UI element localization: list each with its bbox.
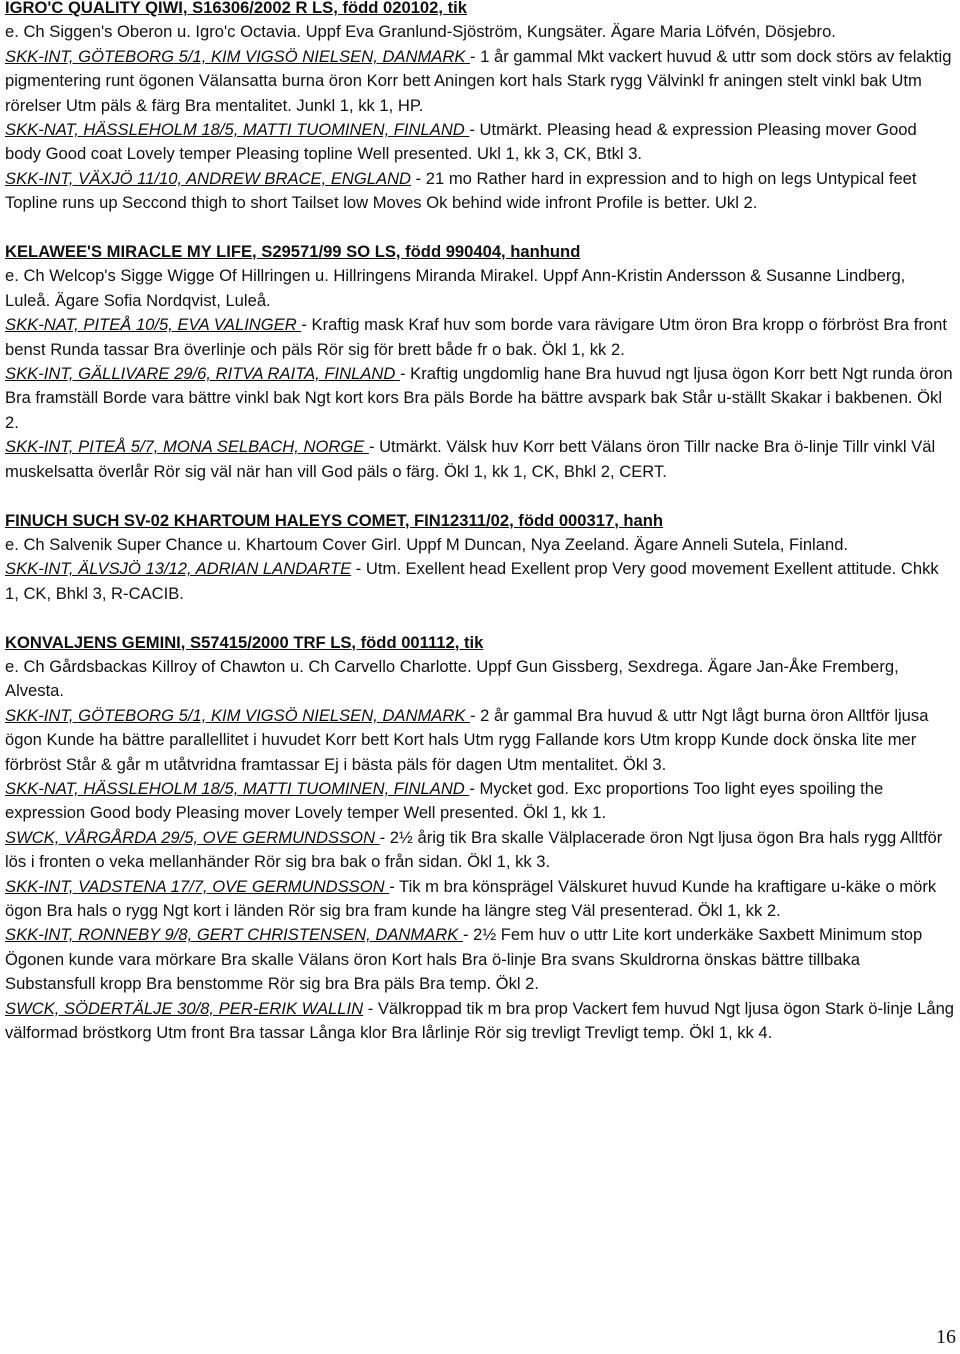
- show-critique: [5, 826, 955, 875]
- dog-entry: [5, 240, 955, 484]
- critique-text: - Mycket god. Exc proportions Too light eyes spoiling the expression Good body Pleasing mover Lovely temper Well presented. Ökl 1, kk 1.: [5, 778, 884, 823]
- show-critique: [5, 777, 955, 826]
- show-name: SKK-INT, RONNEBY 9/8, GERT CHRISTENSEN, DANMARK: [5, 925, 463, 945]
- critique-text: - 2½ årig tik Bra skalle Välplacerade öron Ngt ljusa ögon Bra hals rygg Alltför lös i fronten o veka mellanhänder Rör sig bra bak o från sidan. Ökl 1, kk 3.: [5, 827, 943, 872]
- dog-title: FINUCH SUCH SV-02 KHARTOUM HALEYS COMET, FIN12311/02, född 000317, hanh: [5, 510, 664, 530]
- dog-pedigree-info: e. Ch Siggen's Oberon u. Igro'c Octavia. Uppf Eva Granlund-Sjöström, Kungsäter. Ägare Maria Löfvén, Dösjebro.: [5, 22, 836, 42]
- dog-pedigree-info: e. Ch Salvenik Super Chance u. Khartoum Cover Girl. Uppf M Duncan, Nya Zeeland. Ägare Anneli Sutela, Finland.: [5, 534, 849, 554]
- show-name: SKK-INT, PITEÅ 5/7, MONA SELBACH, NORGE: [5, 437, 369, 457]
- show-name: SKK-NAT, HÄSSLEHOLM 18/5, MATTI TUOMINEN, FINLAND: [5, 120, 470, 140]
- show-name: SKK-INT, GÄLLIVARE 29/6, RITVA RAITA, FINLAND: [5, 364, 400, 384]
- dog-pedigree-info: e. Ch Gårdsbackas Killroy of Chawton u. Ch Carvello Charlotte. Uppf Gun Gissberg, Sexdrega. Ägare Jan-Åke Fremberg, Alvesta.: [5, 656, 899, 701]
- critique-text: - Utmärkt. Pleasing head & expression Pleasing mover Good body Good coat Lovely temper Pleasing topline Well presented. Ukl 1, kk 3, CK, Btkl 3.: [5, 120, 917, 164]
- dog-entry: [5, 0, 955, 216]
- show-critique: [5, 118, 955, 167]
- critique-text: - 21 mo Rather hard in expression and to high on legs Untypical feet Topline runs up Seccond thigh to short Tailset low Moves Ok behind wide infront Profile is better. Ukl 2.: [5, 168, 917, 213]
- show-critique: [5, 45, 955, 118]
- show-critique: [5, 704, 955, 777]
- page-number: 16: [936, 1326, 956, 1348]
- show-name: SKK-INT, ÄLVSJÖ 13/12, ADRIAN LANDARTE: [5, 559, 352, 579]
- dog-title: KELAWEE'S MIRACLE MY LIFE, S29571/99 SO LS, född 990404, hanhund: [5, 242, 581, 262]
- show-name: SKK-NAT, HÄSSLEHOLM 18/5, MATTI TUOMINEN, FINLAND: [5, 778, 470, 798]
- show-name: SKK-INT, VÄXJÖ 11/10, ANDREW BRACE, ENGLAND: [5, 168, 412, 188]
- dog-entry: [5, 631, 955, 1046]
- show-name: SWCK, SÖDERTÄLJE 30/8, PER-ERIK WALLIN: [5, 998, 364, 1018]
- show-name: SKK-INT, VADSTENA 17/7, OVE GERMUNDSSON: [5, 876, 390, 896]
- dog-pedigree-info: e. Ch Welcop's Sigge Wigge Of Hillringen u. Hillringens Miranda Mirakel. Uppf Ann-Kristin Andersson & Susanne Lindberg, Luleå. Ägare Sofia Nordqvist, Luleå.: [5, 266, 906, 310]
- show-critique: [5, 875, 955, 924]
- show-name: SKK-INT, GÖTEBORG 5/1, KIM VIGSÖ NIELSEN, DANMARK: [5, 46, 471, 66]
- dog-title: KONVALJENS GEMINI, S57415/2000 TRF LS, född 001112, tik: [5, 632, 484, 652]
- dog-entry: [5, 509, 955, 607]
- show-critique: [5, 435, 955, 484]
- show-critique: [5, 997, 955, 1046]
- critique-text: - Utmärkt. Välsk huv Korr bett Välans öron Tillr nacke Bra ö-linje Tillr vinkl Väl muskelsatta överlår Rör sig väl när han vill God päls o färg. Ökl 1, kk 1, CK, Bhkl 2, CERT.: [5, 437, 936, 481]
- show-critique: [5, 167, 955, 216]
- critique-text: - Välkroppad tik m bra prop Vackert fem huvud Ngt ljusa ögon Stark ö-linje Lång välformad bröstkorg Utm front Bra tassar Långa klor Bra lårlinje Rör sig trevligt Trevligt temp. Ökl 1, kk 4.: [5, 998, 955, 1043]
- show-critique: [5, 362, 955, 435]
- critique-text: - Utm. Exellent head Exellent prop Very good movement Exellent attitude. Chkk 1, CK, Bhkl 3, R-CACIB.: [5, 559, 939, 603]
- critique-text: - Tik m bra könsprägel Välskuret huvud Kunde ha kraftigare u-käke o mörk ögon Bra hals o rygg Ngt kort i länden Rör sig bra fram kunde ha längre steg Väl presenterad. Ökl 1, kk 2.: [5, 876, 937, 920]
- critique-text: - Kraftig ungdomlig hane Bra huvud ngt ljusa ögon Korr bett Ngt runda öron Bra framställ Borde vara bättre vinkl bak Ngt kort kors Bra päls Borde ha bättre avspark bak Står u-ställt Skakar i bakbenen. Ökl 2.: [5, 364, 953, 432]
- show-critique: [5, 313, 955, 362]
- show-critique: [5, 557, 955, 606]
- show-name: SKK-INT, GÖTEBORG 5/1, KIM VIGSÖ NIELSEN, DANMARK: [5, 705, 471, 725]
- show-name: SWCK, VÅRGÅRDA 29/5, OVE GERMUNDSSON: [5, 827, 380, 847]
- show-name: SKK-NAT, PITEÅ 10/5, EVA VALINGER: [5, 315, 302, 335]
- dog-title: IGRO'C QUALITY QIWI, S16306/2002 R LS, född 020102, tik: [5, 0, 467, 17]
- show-critique: [5, 923, 955, 996]
- critique-text: - Kraftig mask Kraf huv som borde vara rävigare Utm öron Bra kropp o förbröst Bra front benst Runda tassar Bra överlinje och päls Rör sig för brett både fr o bak. Ökl 1, kk 2.: [5, 315, 947, 359]
- critique-text: - 2½ Fem huv o uttr Lite kort underkäke Saxbett Minimum stop Ögonen kunde vara mörkare Bra skalle Välans öron Kort hals Bra ö-linje Bra svans Skuldrorna önskas bättre tillbaka Substansfull kropp Bra benstomme Rör sig bra Bra päls Bra temp. Ökl 2.: [5, 925, 923, 994]
- critique-text: - 2 år gammal Bra huvud & uttr Ngt lågt burna öron Alltför ljusa ögon Kunde ha bättre parallellitet i huvudet Korr bett Kort hals Utm rygg Fallande kors Utm kropp Kunde dock önska lite mer förbröst Står & går m utåtvridna framtassar Ej i bästa päls för dagen Utm mentalitet. Ökl 3.: [5, 705, 929, 774]
- document-body: [5, 0, 955, 1070]
- critique-text: - 1 år gammal Mkt vackert huvud & uttr som dock störs av felaktig pigmentering runt ögonen Välansatta burna öron Korr bett Aningen kort hals Stark rygg Välvinkl fr aningen stelt vinkl bak Utm rörelser Utm päls & färg Bra mentalitet. Junkl 1, kk 1, HP.: [5, 46, 952, 115]
